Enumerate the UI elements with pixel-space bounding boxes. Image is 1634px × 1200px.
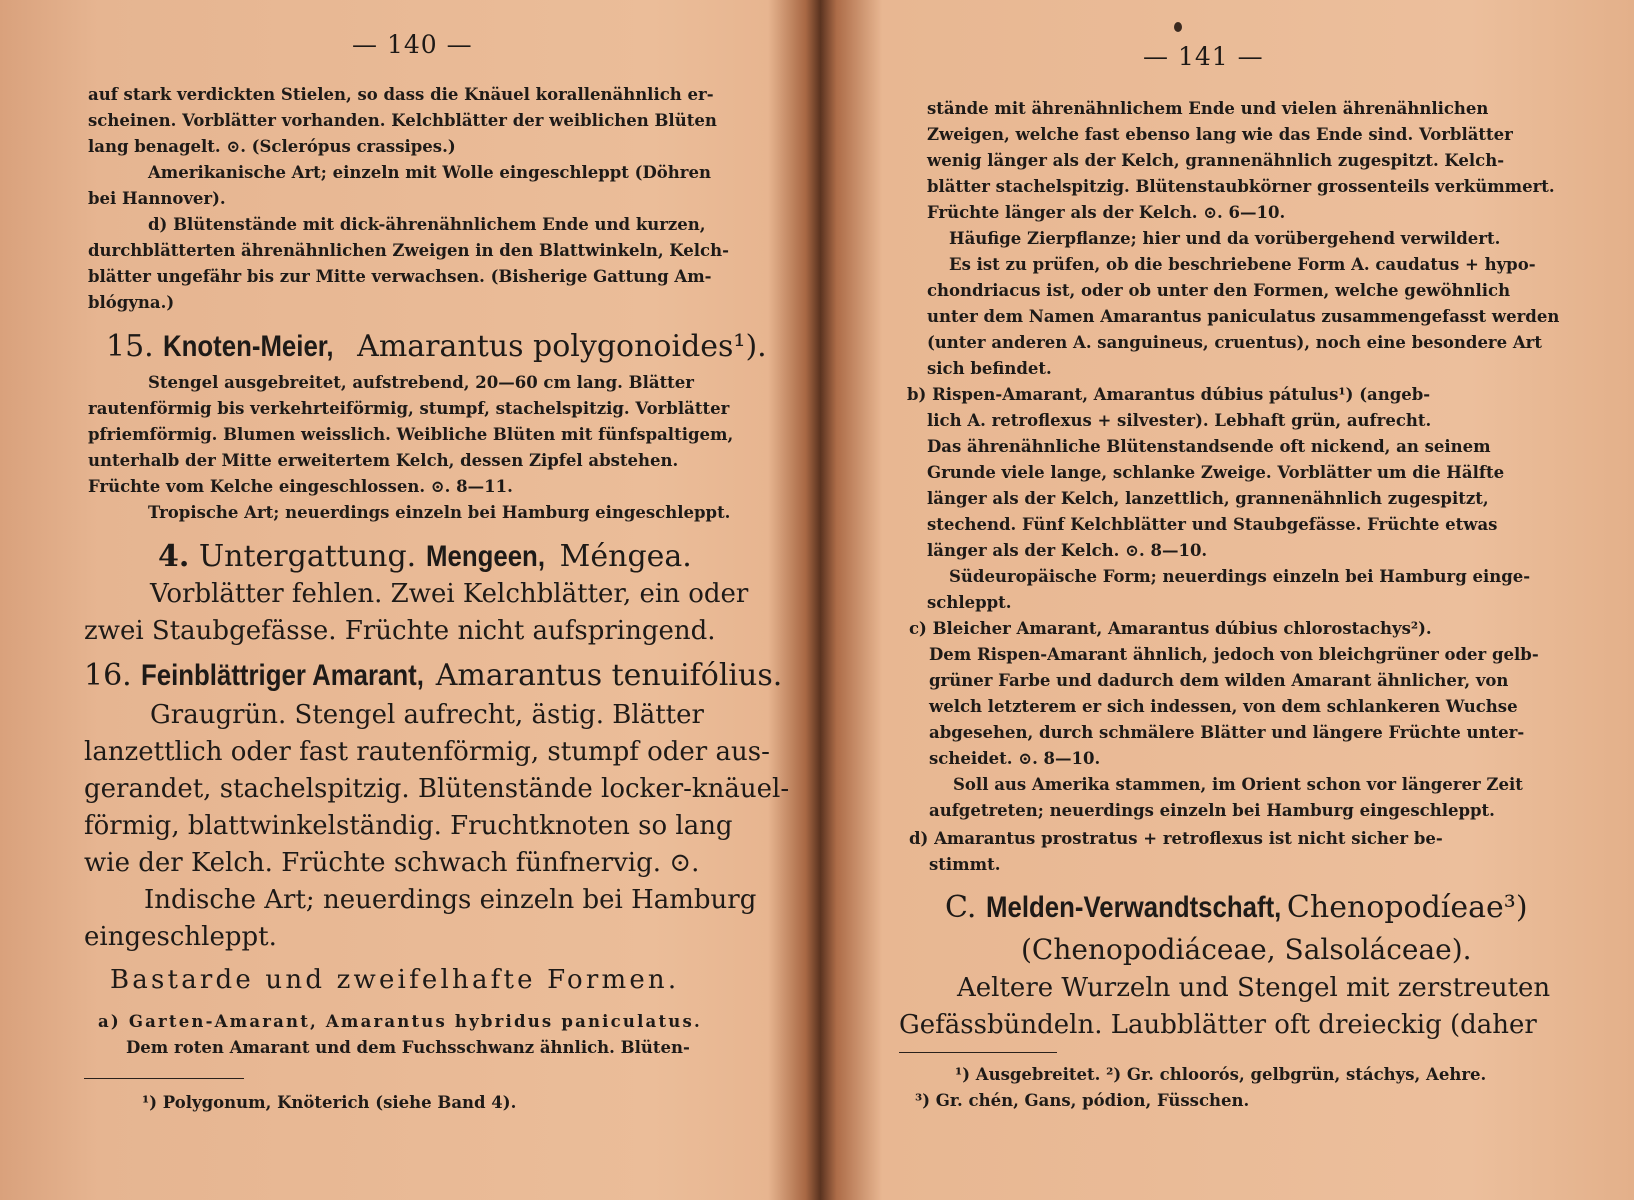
text-line: Es ist zu prüfen, ob die beschriebene Form A. caudatus + hypo-	[949, 255, 1536, 274]
bastard-text	[98, 1009, 702, 1061]
text-line: unter dem Namen Amarantus paniculatus zusammengefasst werden	[927, 307, 1560, 326]
page-number: — 141 —	[1143, 42, 1264, 71]
species-number: 16.	[84, 658, 132, 693]
text-line: stimmt.	[929, 855, 1001, 874]
footnote: ³) Gr. chén, Gans, pódion, Füsschen.	[915, 1091, 1250, 1110]
section-letter: C.	[945, 890, 977, 925]
subgenus-name: Mengeen,	[425, 540, 545, 573]
text-line: chondriacus ist, oder ob unter den Formen, welche gewöhnlich	[927, 281, 1511, 300]
section-latin: Chenopodíeae³)	[1286, 890, 1528, 925]
text-line: abgesehen, durch schmälere Blätter und längere Früchte unter-	[929, 723, 1525, 742]
paragraph-a	[927, 96, 1559, 382]
text-line: d) Blütenstände mit dick-ährenähnlichem Ende und kurzen,	[148, 215, 706, 234]
text-line: zwei Staubgefässe. Früchte nicht aufspringend.	[84, 616, 716, 646]
text-line: eingeschleppt.	[84, 922, 277, 952]
text-line: Aeltere Wurzeln und Stengel mit zerstreuten	[957, 973, 1551, 1003]
text-line: Gefässbündeln. Laubblätter oft dreieckig (daher	[899, 1010, 1537, 1040]
text-line: Graugrün. Stengel aufrecht, ästig. Blätter	[150, 700, 704, 730]
section-c-subtitle: (Chenopodiáceae, Salsoláceae).	[1021, 933, 1472, 966]
text-line: c) Bleicher Amarant, Amarantus dúbius chlorostachys²).	[909, 619, 1432, 638]
text-line: unterhalb der Mitte erweitertem Kelch, dessen Zipfel abstehen.	[88, 451, 679, 470]
text-line: d) Amarantus prostratus + retroflexus ist nicht sicher be-	[909, 829, 1443, 848]
section-c-heading	[945, 888, 1528, 928]
footnote: ¹) Ausgebreitet. ²) Gr. chloorós, gelbgrün, stáchys, Aehre.	[955, 1065, 1487, 1084]
text-line: Häufige Zierpflanze; hier und da vorübergehend verwildert.	[949, 229, 1501, 248]
text-line: stände mit ährenähnlichem Ende und vielen ährenähnlichen	[927, 99, 1489, 118]
text-line: blätter stachelspitzig. Blütenstaubkörner grossenteils verkümmert.	[927, 177, 1555, 196]
text-line: länger als der Kelch, lanzettlich, grannenähnlich zugespitzt,	[927, 489, 1489, 508]
text-line: lanzettlich oder fast rautenförmig, stumpf oder aus-	[84, 737, 770, 767]
text-line: lang benagelt. ⊙. (Sclerópus crassipes.)	[88, 137, 456, 156]
text-line: wenig länger als der Kelch, grannenähnlich zugespitzt. Kelch-	[927, 151, 1505, 170]
text-line: Soll aus Amerika stammen, im Orient schon vor längerer Zeit	[953, 775, 1523, 794]
intro-text	[88, 82, 729, 316]
text-line: aufgetreten; neuerdings einzeln bei Hamburg eingeschleppt.	[929, 801, 1495, 820]
text-line: auf stark verdickten Stielen, so dass die Knäuel korallenähnlich er-	[88, 85, 714, 104]
text-line: Früchte vom Kelche eingeschlossen. ⊙. 8—11.	[88, 477, 513, 496]
text-line: Amerikanische Art; einzeln mit Wolle eingeschleppt (Döhren	[148, 163, 711, 182]
text-line: Tropische Art; neuerdings einzeln bei Hamburg eingeschleppt.	[148, 503, 731, 522]
footnotes	[915, 1062, 1486, 1114]
text-line: lich A. retroflexus + silvester). Lebhaft grün, aufrecht.	[927, 411, 1432, 430]
right-page	[835, 0, 1634, 1200]
subgenus-label: Untergattung.	[198, 539, 417, 574]
text-line: Indische Art; neuerdings einzeln bei Hamburg	[144, 885, 757, 915]
species-15-text	[88, 370, 733, 526]
page-number: — 140 —	[352, 30, 473, 59]
subgenus-number: 4.	[158, 539, 190, 574]
text-line: Stengel ausgebreitet, aufstrebend, 20—60 cm lang. Blätter	[148, 373, 694, 392]
section-name: Melden-Verwandtschaft,	[985, 891, 1282, 924]
text-line: Dem roten Amarant und dem Fuchsschwanz ähnlich. Blüten-	[126, 1038, 690, 1057]
text-line: wie der Kelch. Früchte schwach fünfnervig. ⊙.	[84, 848, 700, 878]
text-line: pfriemförmig. Blumen weisslich. Weibliche Blüten mit fünfspaltigem,	[88, 425, 734, 444]
text-line: durchblätterten ährenähnlichen Zweigen in den Blattwinkeln, Kelch-	[88, 241, 729, 260]
paragraph-c	[909, 616, 1539, 824]
text-line: stechend. Fünf Kelchblätter und Staubgefässe. Früchte etwas	[927, 515, 1498, 534]
species-15-heading	[106, 327, 767, 367]
paragraph-d	[909, 826, 1443, 878]
text-line: Dem Rispen-Amarant ähnlich, jedoch von bleichgrüner oder gelb-	[929, 645, 1539, 664]
paragraph-b	[907, 382, 1530, 616]
text-line: schleppt.	[927, 593, 1012, 612]
footnote-rule	[899, 1052, 1057, 1053]
text-line: Vorblätter fehlen. Zwei Kelchblätter, ein oder	[150, 579, 749, 609]
text-line: a) Garten-Amarant, Amarantus hybridus paniculatus.	[98, 1012, 702, 1031]
species-16-text	[84, 697, 789, 956]
text-line: scheinen. Vorblätter vorhanden. Kelchblätter der weiblichen Blüten	[88, 111, 717, 130]
text-line: Zweigen, welche fast ebenso lang wie das Ende sind. Vorblätter	[927, 125, 1513, 144]
species-name: Feinblättriger Amarant,	[141, 659, 425, 692]
subgenus-text	[84, 576, 748, 650]
text-line: Südeuropäische Form; neuerdings einzeln bei Hamburg einge-	[949, 567, 1531, 586]
text-line: gerandet, stachelspitzig. Blütenstände locker-knäuel-	[84, 774, 790, 804]
text-line: Das ährenähnliche Blütenstandsende oft nickend, an seinem	[927, 437, 1491, 456]
text-line: bei Hannover).	[88, 189, 226, 208]
text-line: sich befindet.	[927, 359, 1052, 378]
text-line: scheidet. ⊙. 8—10.	[929, 749, 1101, 768]
text-line: b) Rispen-Amarant, Amarantus dúbius pátulus¹) (angeb-	[907, 385, 1431, 404]
subgenus-latin: Méngea.	[559, 539, 692, 574]
text-line: (unter anderen A. sanguineus, cruentus), noch eine besondere Art	[927, 333, 1542, 352]
text-line: blógyna.)	[88, 293, 175, 312]
bastard-heading: Bastarde und zweifelhafte Formen.	[110, 965, 680, 995]
text-line: rautenförmig bis verkehrteiförmig, stumpf, stachelspitzig. Vorblätter	[88, 399, 730, 418]
text-line: förmig, blattwinkelständig. Fruchtknoten so lang	[84, 811, 733, 841]
text-line: Früchte länger als der Kelch. ⊙. 6—10.	[927, 203, 1286, 222]
species-number: 15.	[106, 329, 154, 364]
footnote: ¹) Polygonum, Knöterich (siehe Band 4).	[142, 1093, 517, 1112]
section-c-text	[899, 970, 1550, 1044]
text-line: blätter ungefähr bis zur Mitte verwachsen. (Bisherige Gattung Am-	[88, 267, 712, 286]
text-line: welch letzterem er sich indessen, von dem schlankeren Wuchse	[929, 697, 1518, 716]
subgenus-heading	[158, 537, 692, 577]
text-line: Grunde viele lange, schlanke Zweige. Vorblätter um die Hälfte	[927, 463, 1505, 482]
ink-spot	[1174, 22, 1182, 32]
species-name: Knoten-Meier,	[163, 330, 334, 363]
species-latin: Amarantus polygonoides¹).	[357, 329, 767, 364]
text-line: grüner Farbe und dadurch dem wilden Amarant ähnlicher, von	[929, 671, 1509, 690]
footnote-rule	[84, 1078, 244, 1079]
species-latin: Amarantus tenuifólius.	[435, 658, 783, 693]
species-16-heading	[84, 656, 782, 696]
text-line: länger als der Kelch. ⊙. 8—10.	[927, 541, 1208, 560]
